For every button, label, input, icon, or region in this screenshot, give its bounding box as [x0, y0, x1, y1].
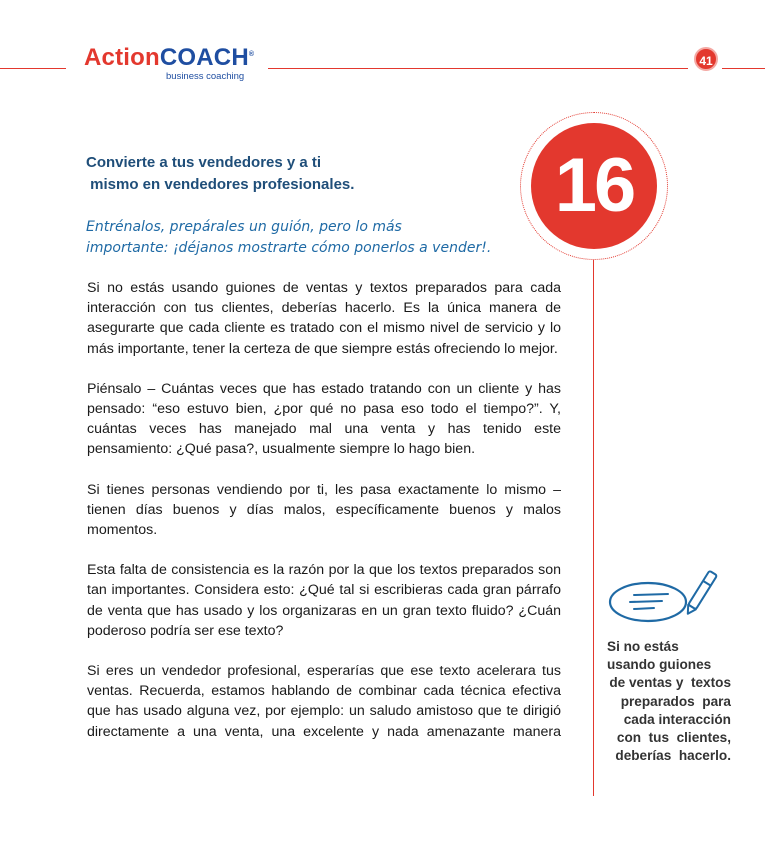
heading-line: Convierte a tus vendedores y a ti — [86, 154, 322, 171]
subheading-line: importante: ¡déjanos mostrarte cómo ponerlos a vender!. — [86, 240, 492, 256]
heading-line: mismo en vendedores profesionales. — [86, 176, 355, 193]
section-heading — [86, 152, 354, 196]
note-pen-icon — [606, 562, 724, 626]
chapter-number-badge: 16 — [531, 123, 657, 249]
paragraph: Si no estás usando guiones de ventas y textos preparados para cada interacción con tus clientes, deberías hacerlo. Es la única manera de asegurarte que cada cliente es tratado con el mismo nivel de servicio y lo más importante, tener la certeza de que siempre estás ofreciendo lo mejor. — [87, 280, 561, 357]
sidebar-quote-line: deberías hacerlo. — [615, 748, 731, 764]
header-rule-end — [722, 68, 765, 69]
subheading-line: Entrénalos, prepárales un guión, pero lo más — [86, 219, 402, 235]
sidebar-quote-line: Si no estás — [607, 639, 679, 654]
paragraph: Si tienes personas vendiendo por ti, les pasa exactamente lo mismo –tienen días buenos y días malos, específicamente buenos y malos momentos. — [87, 481, 561, 539]
script-subheading — [86, 217, 491, 259]
header-rule-right — [268, 68, 688, 69]
logo-tagline: business coaching — [166, 71, 245, 82]
sidebar-quote-line: cada interacción — [623, 711, 731, 727]
paragraph: Esta falta de consistencia es la razón por la que los textos preparados son tan importantes. Considera esto: ¿Qué tal si escribieras cada gran párrafo de venta que has usado y los organizaras en un gran texto fluido? ¿Cuán poderoso podría ser ese texto? — [87, 562, 561, 639]
paragraph: Si eres un vendedor profesional, esperarías que ese texto acelerara tus ventas. Recuerda, estamos hablando de combinar cada técnica efectiva que has usado alguna vez, por ejemplo: un saludo amistoso que te dirigió directamente a una venta, una excelente y nada amenazante manera — [87, 663, 561, 740]
vertical-divider — [593, 260, 594, 796]
sidebar-quote — [607, 638, 731, 765]
body-text — [87, 278, 561, 762]
paragraph: Piénsalo – Cuántas veces que has estado tratando con un cliente y has pensado: “eso estuvo bien, ¿por qué no pasa eso todo el tiempo?”. Y, cuántas veces has manejado mal una venta y has tenido este pensamiento: ¿Qué pasa?, usualmente siempre lo hago bien. — [87, 380, 561, 458]
actioncoach-logo — [84, 44, 264, 86]
logo-wordmark: ActionCOACH® — [84, 44, 255, 71]
sidebar-quote-line: usando guiones — [607, 657, 712, 673]
sidebar-quote-line: de ventas y textos — [609, 675, 731, 691]
sidebar-quote-line: preparados para — [620, 693, 731, 709]
page-number: 41 — [694, 47, 718, 71]
sidebar-quote-line: con tus clientes, — [616, 730, 731, 746]
header-rule-left — [0, 68, 66, 69]
